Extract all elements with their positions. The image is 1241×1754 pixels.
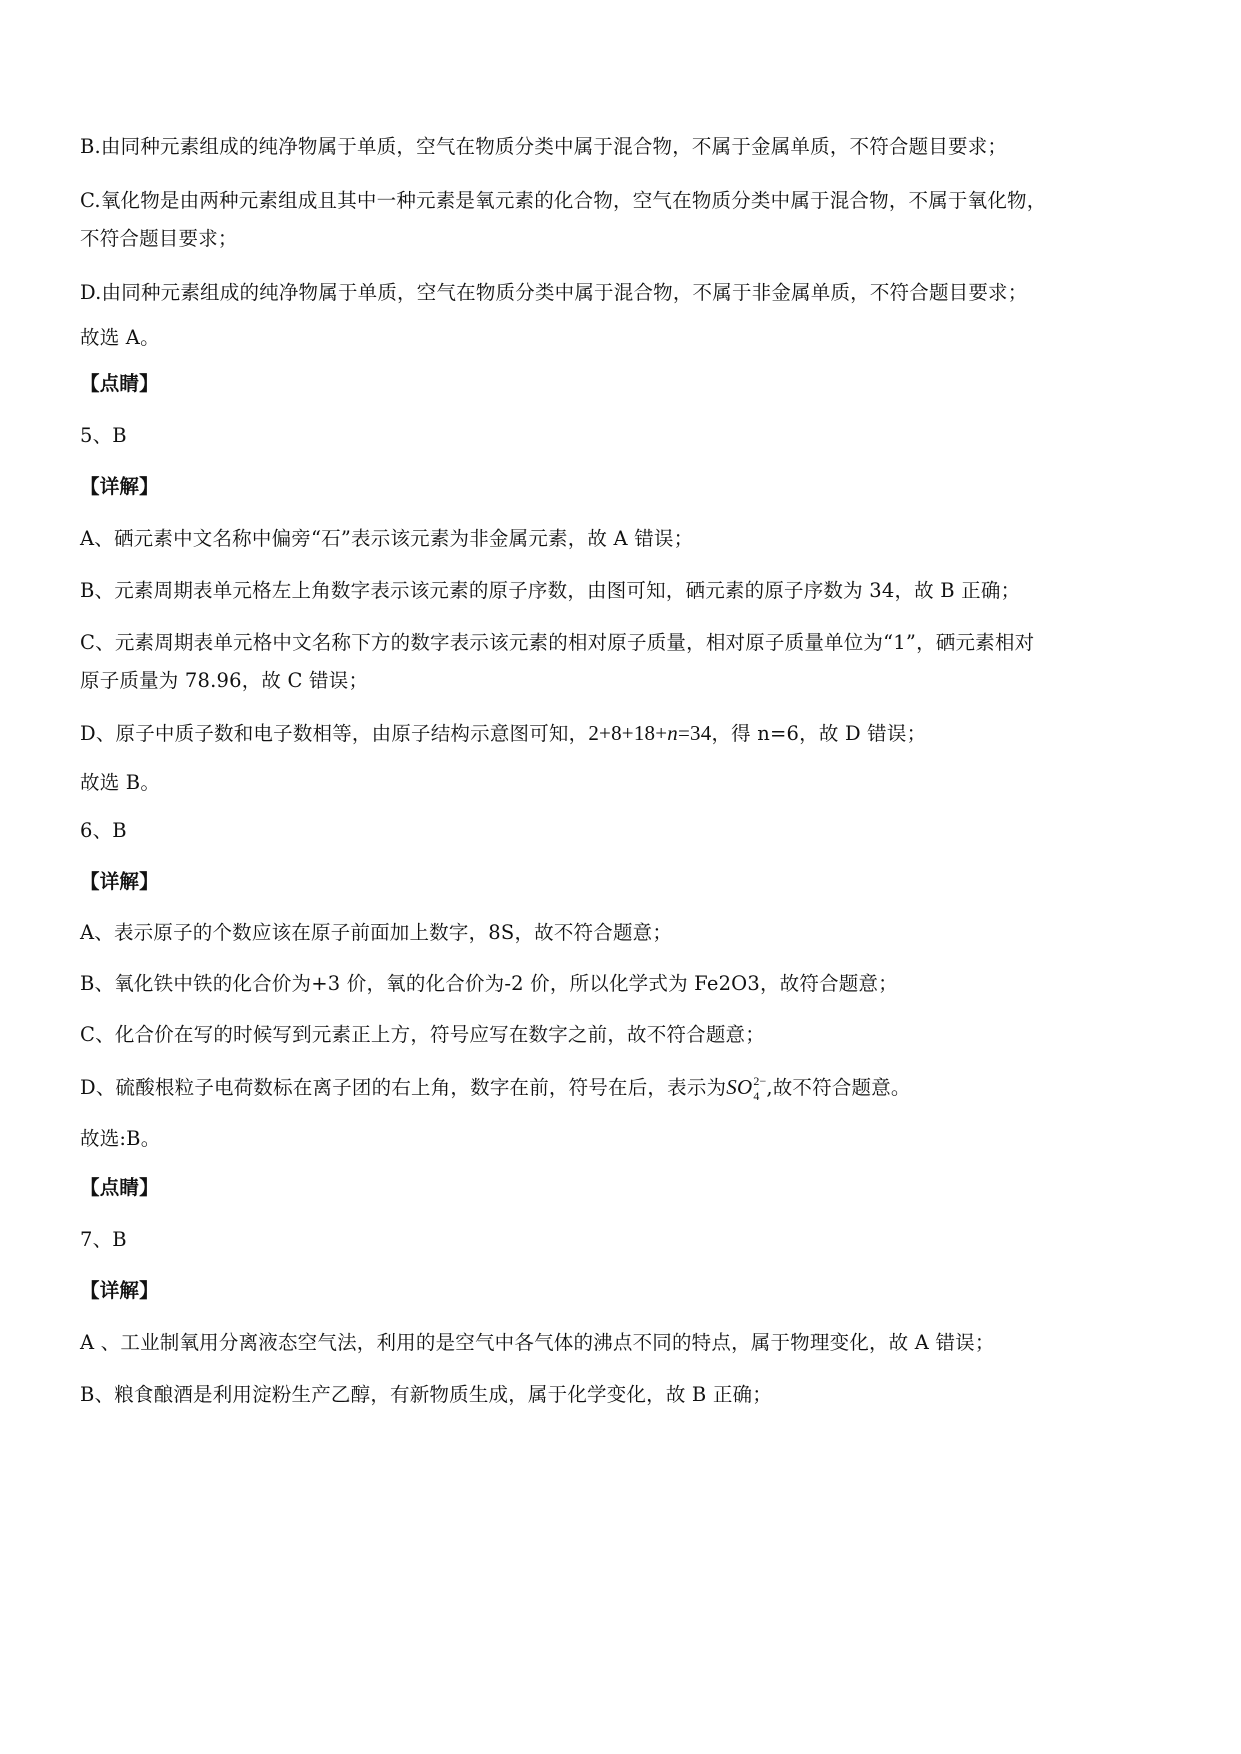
section-heading-xiangjie: 【详解】 (80, 475, 159, 498)
text-line-answer: 故选 A。 (80, 326, 160, 349)
text-line-option-d: D.由同种元素组成的纯净物属于单质，空气在物质分类中属于混合物，不属于非金属单质，不符合题目要求； (80, 281, 1028, 304)
text-line-option-b: B、元素周期表单元格左上角数字表示该元素的原子序数，由图可知，硒元素的原子序数为 34，故 B 正确； (80, 579, 1021, 602)
text-line-option-a: A、硒元素中文名称中偏旁“石”表示该元素为非金属元素，故 A 错误； (80, 527, 694, 550)
section-heading-dianjing: 【点睛】 (80, 1176, 159, 1199)
section-heading-xiangjie: 【详解】 (80, 870, 159, 893)
question-number: 7、B (80, 1228, 127, 1251)
text-line-option-c: C、元素周期表单元格中文名称下方的数字表示该元素的相对原子质量，相对原子质量单位为“1”，硒元素相对 (80, 631, 1035, 654)
text-line-option-c-cont: 不符合题目要求； (80, 227, 238, 250)
question-number: 5、B (80, 424, 127, 447)
text-line-option-d (80, 1074, 1180, 1101)
text-segment: D、硫酸根粒子电荷数标在离子团的右上角，数字在前，符号在后，表示为 (80, 1076, 727, 1099)
text-line-option-c: C、化合价在写的时候写到元素正上方，符号应写在数字之前，故不符合题意； (80, 1023, 765, 1046)
text-segment: D、原子中质子数和电子数相等，由原子结构示意图可知， (80, 722, 589, 745)
text-line-option-b: B、粮食酿酒是利用淀粉生产乙醇，有新物质生成，属于化学变化，故 B 正确； (80, 1383, 772, 1406)
section-heading-xiangjie: 【详解】 (80, 1279, 159, 1302)
text-line-option-a: A 、工业制氧用分离液态空气法，利用的是空气中各气体的沸点不同的特点，属于物理变化，故 A 错误； (80, 1331, 995, 1354)
text-line-option-b: B.由同种元素组成的纯净物属于单质，空气在物质分类中属于混合物，不属于金属单质，不符合题目要求； (80, 135, 1008, 158)
text-line-option-c: C.氧化物是由两种元素组成且其中一种元素是氧元素的化合物，空气在物质分类中属于混合物，不属于氧化物， (80, 189, 1047, 212)
text-segment: ,故不符合题意。 (766, 1076, 911, 1099)
section-heading-dianjing: 【点睛】 (80, 372, 159, 395)
math-equation: 2+8+18+n=34 (588, 721, 712, 745)
chemical-formula: SO 2− 4 (726, 1074, 767, 1103)
text-segment: ，得 n=6，故 D 错误； (711, 722, 927, 745)
text-line-option-a: A、表示原子的个数应该在原子前面加上数字，8S，故不符合题意； (80, 921, 673, 944)
text-line-answer: 故选 B。 (80, 771, 161, 794)
text-line-option-b: B、氧化铁中铁的化合价为+3 价，氧的化合价为-2 价，所以化学式为 Fe2O3，故符合题意； (80, 972, 898, 995)
question-number: 6、B (80, 819, 127, 842)
text-line-option-d (80, 720, 1180, 747)
text-line-answer: 故选:B。 (80, 1127, 161, 1150)
text-line-option-c-cont: 原子质量为 78.96，故 C 错误； (80, 669, 369, 692)
